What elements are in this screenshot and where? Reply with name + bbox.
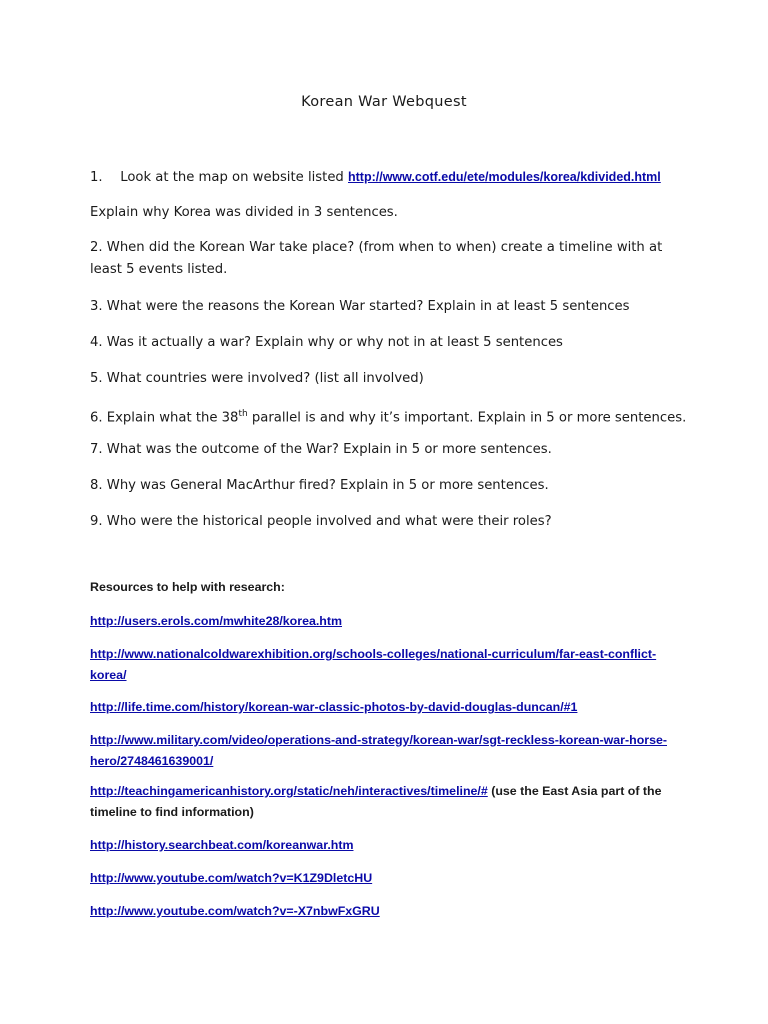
resource-item — [90, 781, 670, 823]
question-1-number: 1. — [90, 170, 103, 185]
question-1 — [90, 166, 690, 189]
resource-item — [90, 835, 670, 856]
resource-item — [90, 611, 670, 632]
resource-link[interactable]: http://www.nationalcoldwarexhibition.org/schools-colleges/national-curriculum/far-east-conflict- — [90, 647, 657, 661]
resource-item — [90, 697, 670, 718]
question-1-link[interactable]: http://www.cotf.edu/ete/modules/korea/kdivided.html — [348, 170, 661, 184]
question-6-text-end: parallel is and why it’s important. Explain in 5 or more sentences. — [247, 410, 687, 426]
page-title: Korean War Webquest — [301, 94, 467, 110]
question-8: 8. Why was General MacArthur fired? Explain in 5 or more sentences. — [90, 478, 549, 493]
resource-link[interactable]: hero/2748461639001/ — [90, 754, 214, 768]
question-5: 5. What countries were involved? (list all involved) — [90, 371, 424, 386]
resource-link[interactable]: http://life.time.com/history/korean-war-classic-photos-by-david-douglas-duncan/#1 — [90, 700, 578, 714]
question-9: 9. Who were the historical people involved and what were their roles? — [90, 514, 552, 529]
resource-link[interactable]: http://users.erols.com/mwhite28/korea.htm — [90, 614, 343, 628]
resource-link[interactable]: korea/ — [90, 668, 127, 682]
question-2: 2. When did the Korean War take place? (from when to when) create a timeline with at least 5 events listed. — [90, 240, 663, 277]
resource-item — [90, 868, 670, 889]
question-1-followup: Explain why Korea was divided in 3 sentences. — [90, 205, 398, 220]
question-4: 4. Was it actually a war? Explain why or why not in at least 5 sentences — [90, 335, 563, 350]
question-1-text: Look at the map on website listed — [120, 170, 348, 185]
resource-link[interactable]: http://www.military.com/video/operations-and-strategy/korean-war/sgt-reckless-korean-war-horse- — [90, 733, 667, 747]
question-6-superscript: th — [238, 409, 248, 419]
resources-heading: Resources to help with research: — [90, 580, 285, 594]
question-3: 3. What were the reasons the Korean War started? Explain in at least 5 sentences — [90, 299, 630, 314]
resource-item — [90, 901, 670, 922]
resource-note: (use the East Asia part of the — [487, 784, 662, 798]
question-6-text-start: 6. Explain what the 38 — [90, 410, 239, 426]
resource-link[interactable]: http://history.searchbeat.com/koreanwar.htm — [90, 838, 354, 852]
resource-link[interactable]: http://teachingamericanhistory.org/static/neh/interactives/timeline/# — [90, 784, 488, 798]
resource-link[interactable]: http://www.youtube.com/watch?v=-X7nbwFxGRU — [90, 904, 380, 918]
resource-item — [90, 730, 670, 772]
resource-item — [90, 644, 670, 686]
question-7: 7. What was the outcome of the War? Explain in 5 or more sentences. — [90, 442, 552, 457]
resource-link[interactable]: http://www.youtube.com/watch?v=K1Z9DletcHU — [90, 871, 373, 885]
resource-note: timeline to find information) — [90, 805, 254, 819]
question-6 — [90, 403, 690, 429]
